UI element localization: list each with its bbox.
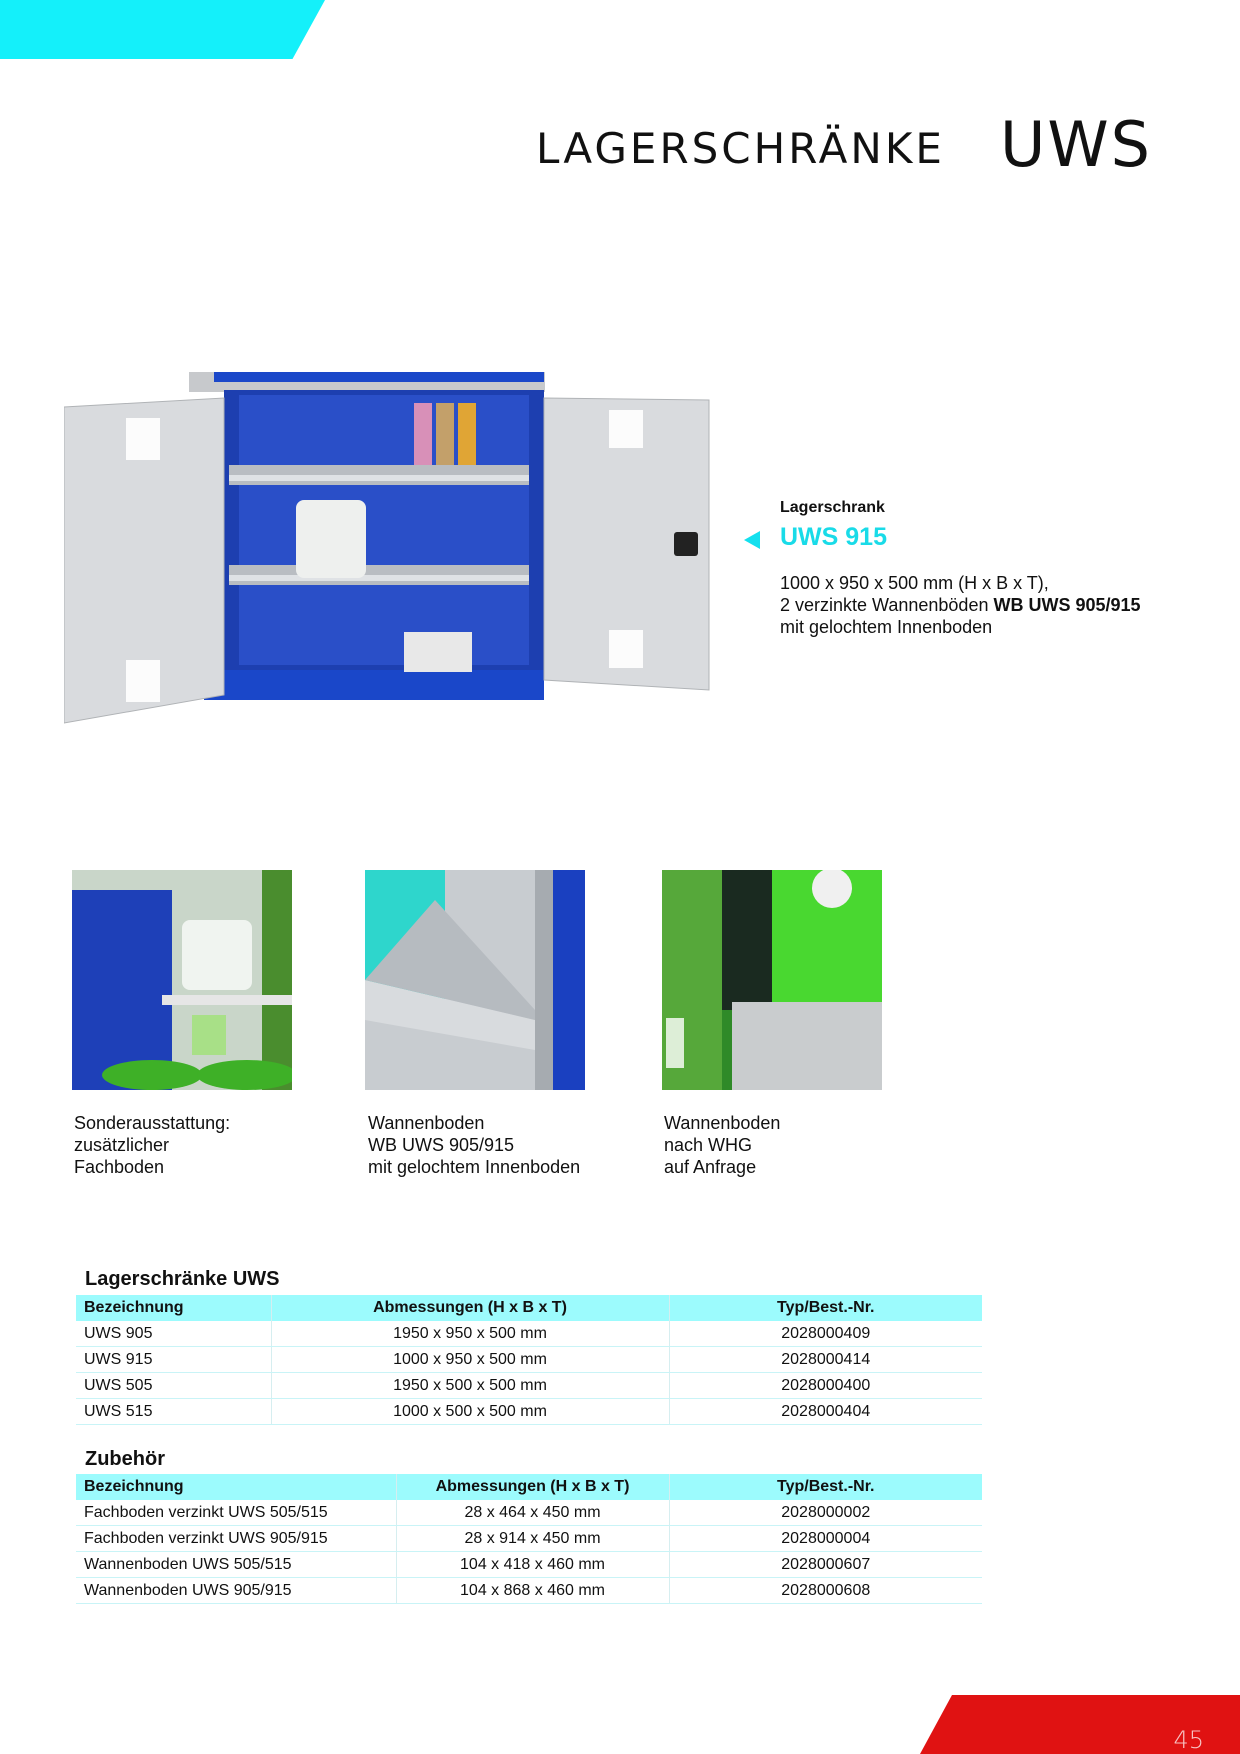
caption-extra-shelf: Sonderausstattung: zusätzlicher Fachboden xyxy=(74,1113,231,1177)
cell-designation: UWS 505 xyxy=(76,1373,271,1399)
cell-order-number: 2028000608 xyxy=(669,1578,982,1604)
caption-whg-sump: Wannenboden nach WHG auf Anfrage xyxy=(664,1113,781,1177)
table-header-row xyxy=(76,1474,982,1500)
desc-line-2-text: 2 verzinkte Wannenböden xyxy=(780,595,994,615)
cabinets-table xyxy=(76,1295,982,1425)
pointer-arrow-icon xyxy=(744,531,760,549)
page-title: UWS xyxy=(1000,108,1153,181)
caption-sump-shelf: Wannenboden WB UWS 905/915 mit gelochtem Innenboden xyxy=(368,1113,581,1177)
cell-dimensions: 1950 x 950 x 500 mm xyxy=(271,1321,669,1347)
product-name: UWS 915 xyxy=(780,523,887,551)
cell-designation: Fachboden verzinkt UWS 905/915 xyxy=(76,1526,396,1552)
cell-order-number: 2028000607 xyxy=(669,1552,982,1578)
cell-dimensions: 1000 x 950 x 500 mm xyxy=(271,1347,669,1373)
photo-whg-sump xyxy=(662,870,882,1090)
cell-designation: UWS 905 xyxy=(76,1321,271,1347)
table-row xyxy=(76,1526,982,1552)
cell-order-number: 2028000002 xyxy=(669,1500,982,1526)
header-dimensions: Abmessungen (H x B x T) xyxy=(396,1474,669,1500)
table-row xyxy=(76,1578,982,1604)
cell-order-number: 2028000409 xyxy=(669,1321,982,1347)
cell-designation: Wannenboden UWS 905/915 xyxy=(76,1578,396,1604)
product-description xyxy=(780,572,1141,638)
cell-order-number: 2028000404 xyxy=(669,1399,982,1425)
desc-line-2-bold: WB UWS 905/915 xyxy=(993,595,1141,615)
cell-dimensions: 28 x 914 x 450 mm xyxy=(396,1526,669,1552)
table-row xyxy=(76,1552,982,1578)
cell-order-number: 2028000004 xyxy=(669,1526,982,1552)
cell-dimensions: 104 x 868 x 460 mm xyxy=(396,1578,669,1604)
cell-designation: Fachboden verzinkt UWS 505/515 xyxy=(76,1500,396,1526)
table-row xyxy=(76,1347,982,1373)
cell-designation: UWS 515 xyxy=(76,1399,271,1425)
product-category: Lagerschrank xyxy=(780,499,885,516)
table-title-cabinets: Lagerschränke UWS xyxy=(85,1268,280,1290)
header-order-number: Typ/Best.-Nr. xyxy=(669,1474,982,1500)
cabinet-image xyxy=(64,370,716,734)
header-designation: Bezeichnung xyxy=(76,1474,396,1500)
cell-dimensions: 28 x 464 x 450 mm xyxy=(396,1500,669,1526)
header-order-number: Typ/Best.-Nr. xyxy=(669,1295,982,1321)
cell-dimensions: 104 x 418 x 460 mm xyxy=(396,1552,669,1578)
desc-line-1: 1000 x 950 x 500 mm (H x B x T), xyxy=(780,573,1049,593)
table-header-row xyxy=(76,1295,982,1321)
desc-line-2 xyxy=(780,594,1141,616)
table-row xyxy=(76,1373,982,1399)
page-number: 45 xyxy=(1173,1726,1204,1754)
table-row xyxy=(76,1500,982,1526)
cell-designation: Wannenboden UWS 505/515 xyxy=(76,1552,396,1578)
header-designation: Bezeichnung xyxy=(76,1295,271,1321)
cell-order-number: 2028000400 xyxy=(669,1373,982,1399)
cell-dimensions: 1950 x 500 x 500 mm xyxy=(271,1373,669,1399)
header-dimensions: Abmessungen (H x B x T) xyxy=(271,1295,669,1321)
table-row xyxy=(76,1399,982,1425)
cell-dimensions: 1000 x 500 x 500 mm xyxy=(271,1399,669,1425)
desc-line-3: mit gelochtem Innenboden xyxy=(780,617,993,637)
table-row xyxy=(76,1321,982,1347)
photo-extra-shelf xyxy=(72,870,292,1090)
page-subtitle: LAGERSCHRÄNKE xyxy=(536,124,945,173)
cell-order-number: 2028000414 xyxy=(669,1347,982,1373)
corner-accent-top xyxy=(0,0,325,59)
cell-designation: UWS 915 xyxy=(76,1347,271,1373)
photo-sump-shelf xyxy=(365,870,585,1090)
accessories-table xyxy=(76,1474,982,1604)
table-title-accessories: Zubehör xyxy=(85,1448,165,1470)
